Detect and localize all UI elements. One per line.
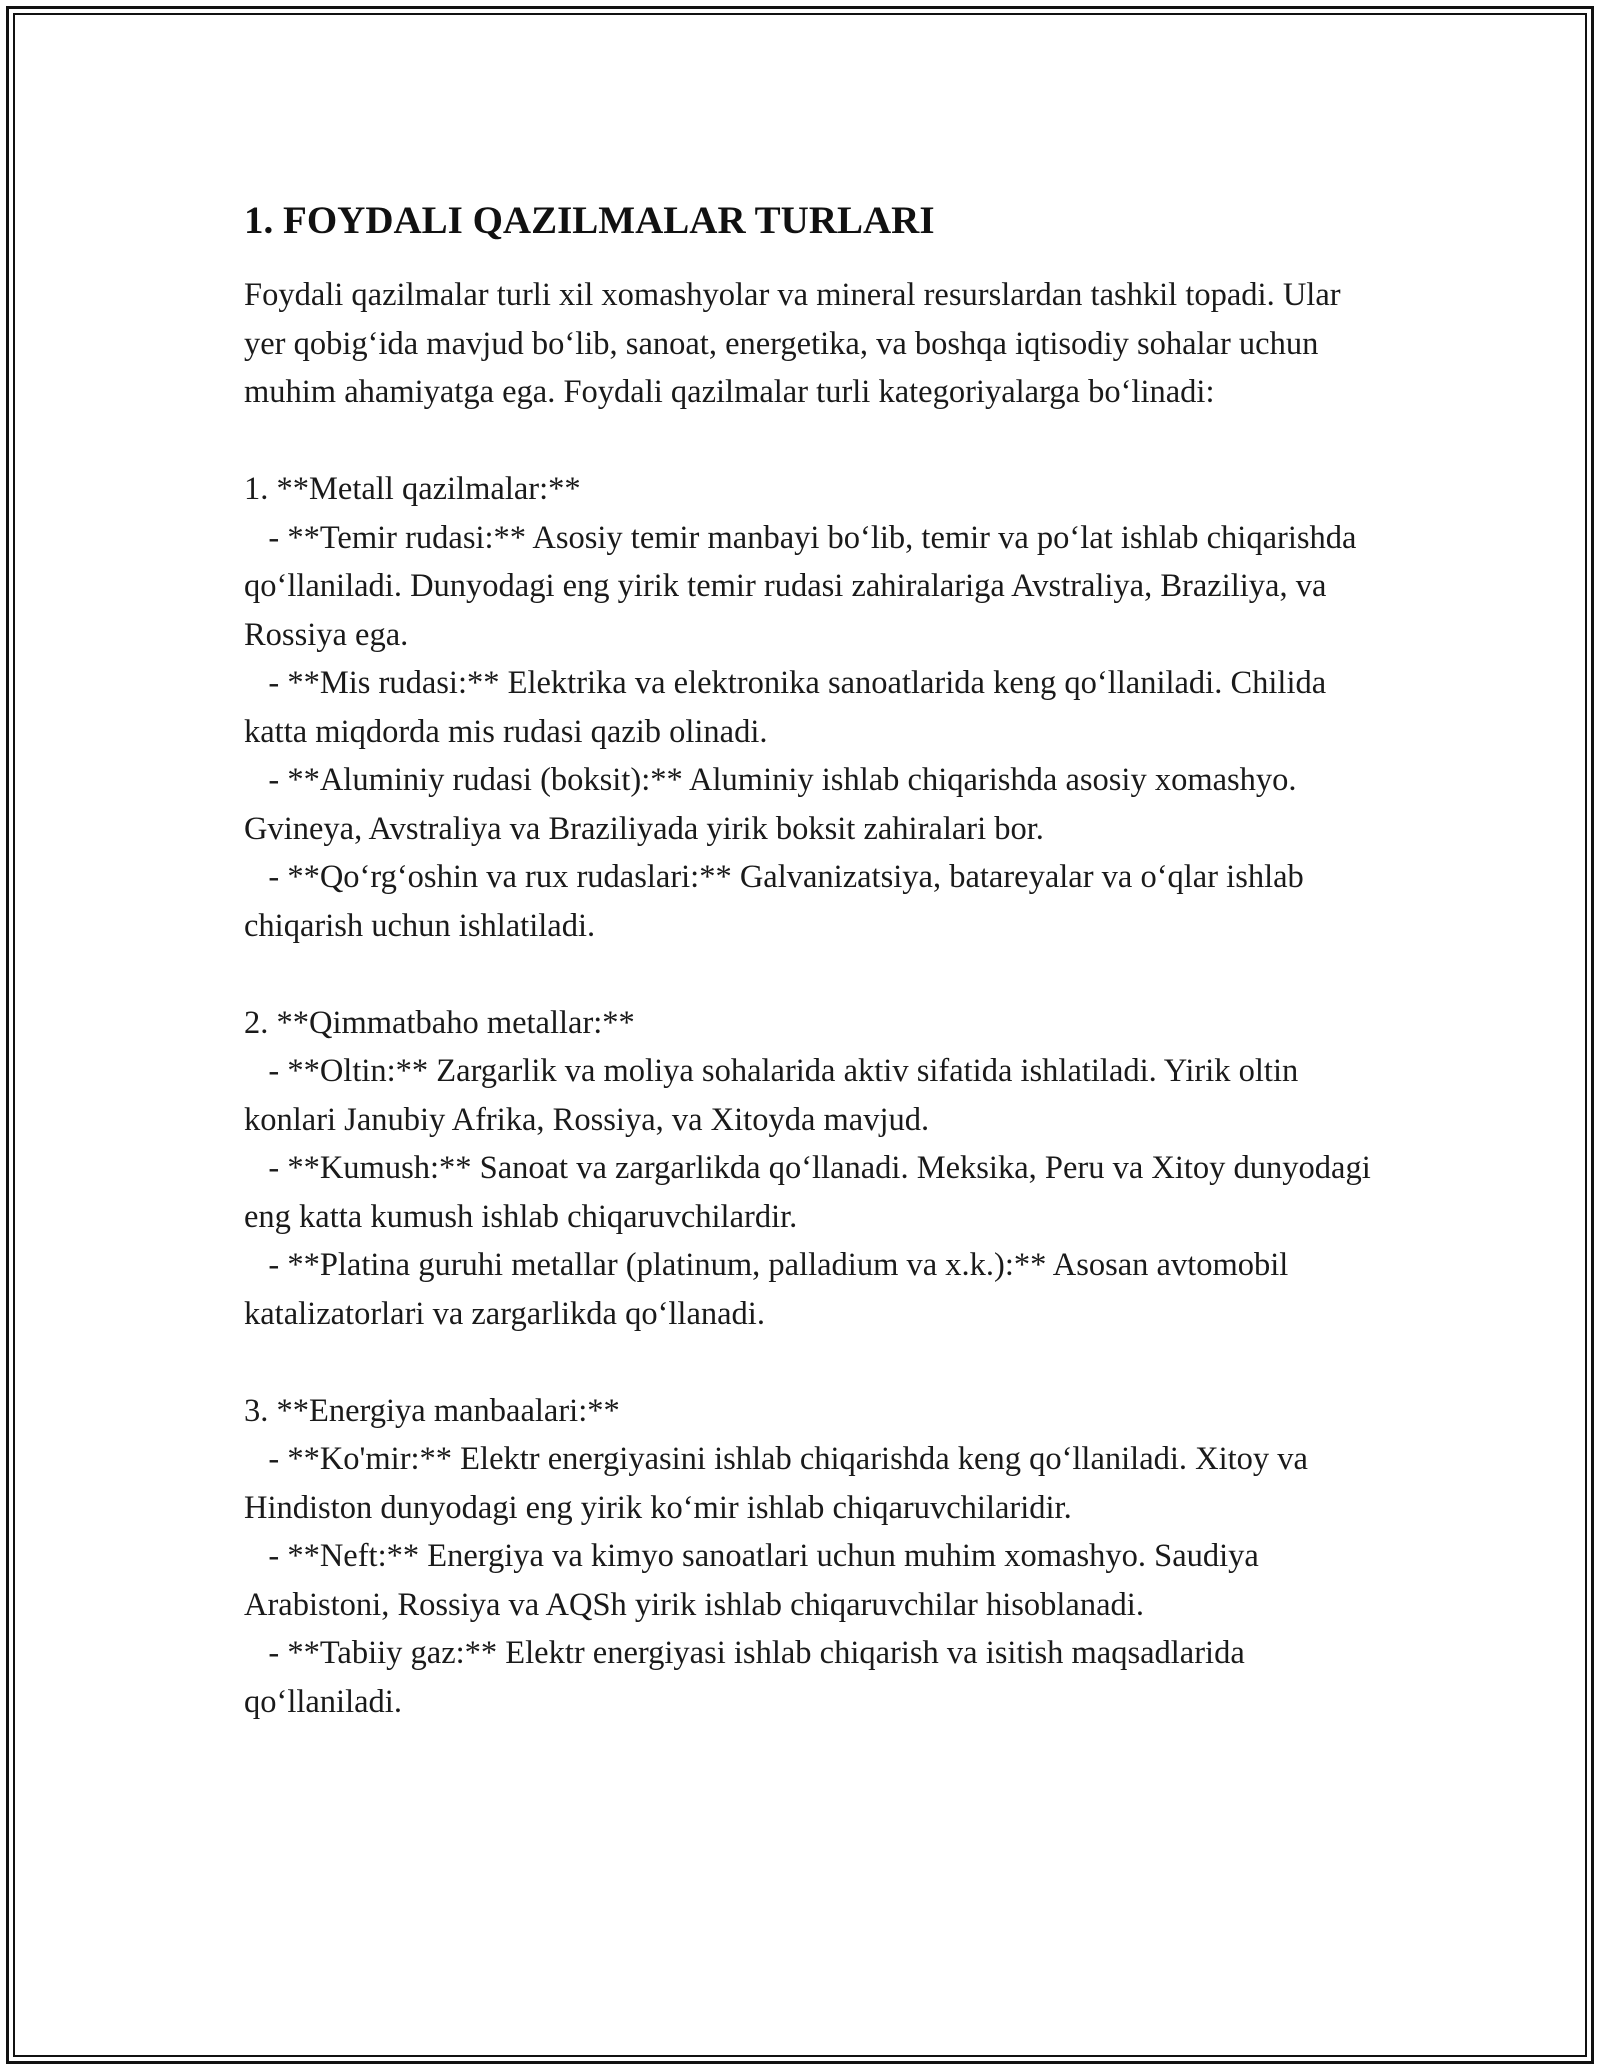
list-item: - **Temir rudasi:** Asosiy temir manbayi bo‘lib, temir va po‘lat ishlab chiqarishda qo‘llaniladi. Dunyodagi eng yirik temir rudasi zahiralariga Avstraliya, Braziliya, va Rossiya ega. xyxy=(244,519,1365,653)
list-item: - **Mis rudasi:** Elektrika va elektronika sanoatlarida keng qo‘llaniladi. Chilida katta miqdorda mis rudasi qazib olinadi. xyxy=(244,665,1335,750)
section-metall-qazilmalar xyxy=(244,465,1374,950)
spacer xyxy=(244,417,1374,466)
list-item: - **Neft:** Energiya va kimyo sanoatlari uchun muhim xomashyo. Saudiya Arabistoni, Rossiya va AQSh yirik ishlab chiqaruvchilar hisoblanadi. xyxy=(244,1538,1266,1623)
list-item: - **Qo‘rg‘oshin va rux rudaslari:** Galvanizatsiya, batareyalar va o‘qlar ishlab chiqarish uchun ishlatiladi. xyxy=(244,859,1312,944)
page-frame xyxy=(6,6,1594,2064)
intro-paragraph: Foydali qazilmalar turli xil xomashyolar va mineral resurslardan tashkil topadi. Ular yer qobig‘ida mavjud bo‘lib, sanoat, energetika, va boshqa iqtisodiy sohalar uchun muhim ahamiyatga ega. Foydali qazilmalar turli kategoriyalarga bo‘linadi: xyxy=(244,277,1349,410)
list-item: - **Ko'mir:** Elektr energiyasini ishlab chiqarishda keng qo‘llaniladi. Xitoy va Hindiston dunyodagi eng yirik ko‘mir ishlab chiqaruvchilaridir. xyxy=(244,1441,1317,1526)
list-item: - **Platina guruhi metallar (platinum, palladium va x.k.):** Asosan avtomobil katalizatorlari va zargarlikda qo‘llanadi. xyxy=(244,1247,1297,1332)
document-content xyxy=(244,191,1379,1726)
section-energiya-manbaalari xyxy=(244,1387,1374,1727)
list-item: - **Aluminiy rudasi (boksit):** Aluminiy ishlab chiqarishda asosiy xomashyo. Gvineya, Avstraliya va Braziliyada yirik boksit zahiralari bor. xyxy=(244,762,1305,847)
spacer xyxy=(244,950,1374,999)
list-item: - **Tabiiy gaz:** Elektr energiyasi ishlab chiqarish va isitish maqsadlarida qo‘llaniladi. xyxy=(244,1635,1253,1720)
section-heading: 1. **Metall qazilmalar:** xyxy=(244,471,581,507)
section-heading: 2. **Qimmatbaho metallar:** xyxy=(244,1004,635,1041)
list-item: - **Oltin:** Zargarlik va moliya sohalarida aktiv sifatida ishlatiladi. Yirik oltin konlari Janubiy Afrika, Rossiya, va Xitoyda mavjud. xyxy=(244,1053,1307,1138)
section-heading: 3. **Energiya manbaalari:** xyxy=(244,1392,620,1429)
document-title: 1. FOYDALI QAZILMALAR TURLARI xyxy=(244,199,935,242)
list-item: - **Kumush:** Sanoat va zargarlikda qo‘llanadi. Meksika, Peru va Xitoy dunyodagi eng katta kumush ishlab chiqaruvchilardir. xyxy=(244,1150,1379,1235)
section-qimmatbaho-metallar xyxy=(244,999,1379,1339)
spacer xyxy=(244,1338,1374,1387)
